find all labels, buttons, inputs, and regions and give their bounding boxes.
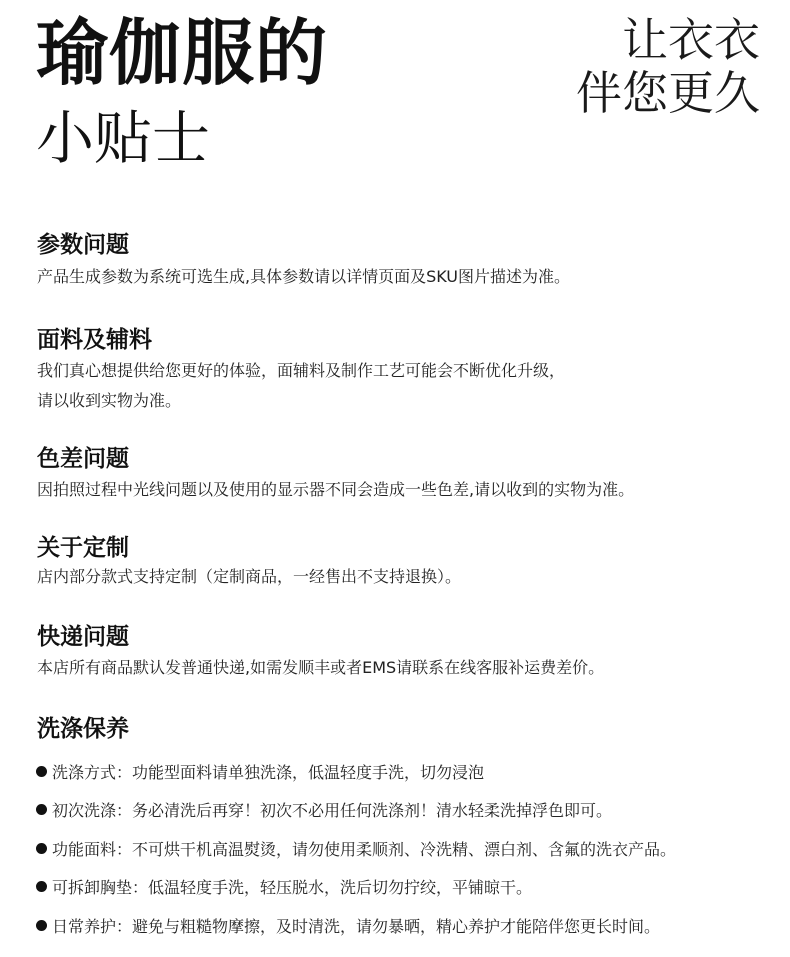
care-item-text: 日常养护：避免与粗糙物摩擦，及时清洗，请勿暴晒，精心养护才能陪伴您更长时间。 <box>52 916 661 936</box>
bullet-icon <box>36 766 47 777</box>
section-heading-params: 参数问题 <box>37 232 129 258</box>
section-heading-color: 色差问题 <box>37 446 129 472</box>
section-text-fabric-line-1: 我们真心想提供给您更好的体验，面辅料及制作工艺可能会不断优化升级， <box>37 361 566 380</box>
list-item <box>36 829 676 868</box>
section-heading-custom: 关于定制 <box>37 535 129 561</box>
section-text-params: 产品生成参数为系统可选生成,具体参数请以详情页面及SKU图片描述为准。 <box>37 267 571 286</box>
bullet-icon <box>36 804 47 815</box>
section-text-delivery: 本店所有商品默认发普通快递,如需发顺丰或者EMS请联系在线客服补运费差价。 <box>37 658 605 677</box>
bullet-icon <box>36 881 47 892</box>
care-list <box>36 752 676 945</box>
list-item <box>36 752 676 791</box>
section-heading-care: 洗涤保养 <box>37 716 129 742</box>
care-item-text: 洗涤方式：功能型面料请单独洗涤，低温轻度手洗，切勿浸泡 <box>52 762 485 782</box>
list-item <box>36 906 676 945</box>
care-item-text: 功能面料：不可烘干机高温熨烫，请勿使用柔顺剂、冷洗精、漂白剂、含氟的洗衣产品。 <box>52 839 677 859</box>
page-subtitle: 小贴士 <box>36 104 211 172</box>
section-text-color: 因拍照过程中光线问题以及使用的显示器不同会造成一些色差,请以收到的实物为准。 <box>37 480 635 499</box>
section-text-custom: 店内部分款式支持定制（定制商品，一经售出不支持退换）。 <box>37 567 462 586</box>
list-item <box>36 791 676 830</box>
bullet-icon <box>36 920 47 931</box>
slogan-line-2: 伴您更久 <box>576 65 760 120</box>
section-heading-fabric: 面料及辅料 <box>37 327 152 353</box>
care-item-text: 初次洗涤：务必清洗后再穿！初次不必用任何洗涤剂！清水轻柔洗掉浮色即可。 <box>52 801 613 821</box>
slogan <box>576 14 760 120</box>
bullet-icon <box>36 843 47 854</box>
slogan-line-1: 让衣衣 <box>622 13 760 67</box>
section-heading-delivery: 快递问题 <box>37 624 129 650</box>
page-title: 瑜伽服的 <box>36 11 329 95</box>
care-item-text: 可拆卸胸垫：低温轻度手洗，轻压脱水，洗后切勿拧绞，平铺晾干。 <box>52 878 533 898</box>
list-item <box>36 868 676 907</box>
section-text-fabric-line-2: 请以收到实物为准。 <box>37 391 182 410</box>
